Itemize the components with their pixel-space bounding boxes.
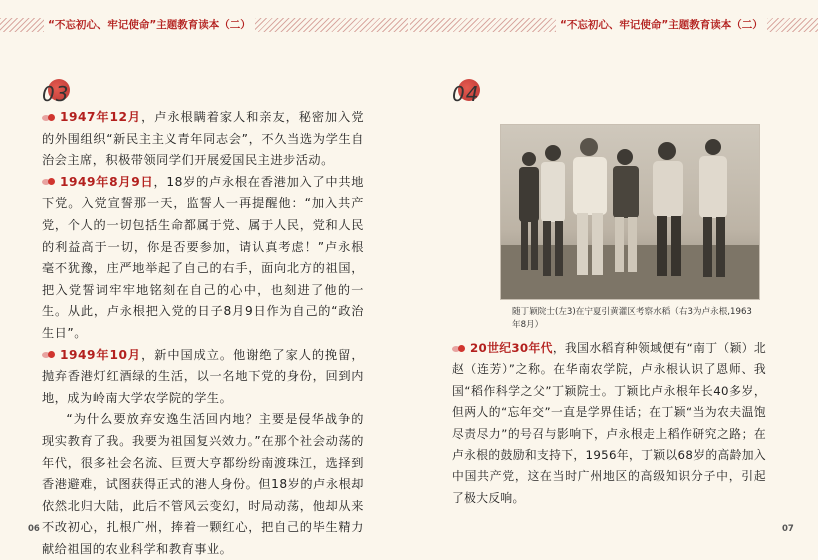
- paragraph-text: ，18岁的卢永根在香港加入了中共地下党。入党宣誓那一天，监誓人一再提醒他：“加入共产党，个人的一切包括生命都属于党、属于人民，党和人民的利益高于一切，你是否要参加，请认真考虑！”卢永根毫不犹豫，庄严地举起了自己的右手，面向北方的祖国，把入党誓词牢牢地铭刻在自己的心中，也刻进了他的一生。从此，卢永根把入党的日子8月9日作为自己的“政治生日”。: [42, 174, 364, 340]
- section-number: 04: [452, 82, 480, 106]
- paragraph-1949-aug: [42, 172, 364, 345]
- paragraph-text: ，卢永根瞒着家人和亲友，秘密加入党的外围组织“新民主主义青年同志会”，不久当选为学生自治会主席，积极带领同学们开展爱国民主进步活动。: [42, 110, 365, 168]
- bullet-icon: [42, 178, 56, 186]
- historical-photo: [500, 124, 760, 300]
- right-page-text: [452, 338, 766, 509]
- paragraph-text: ，我国水稻育种领域便有“南丁（颖）北赵（连芳）”之称。在华南农学院，卢永根认识了恩师、我国“稻作科学之父”丁颖院士。丁颖比卢永根年长40多岁，但两人的“忘年交”一直是学界佳话；在丁颖“当为农夫温饱尽责尽力”的号召与影响下，卢永根走上稻作研究之路；在卢永根的鼓励和支持下，1956年，丁颖以68岁的高龄加入中国共产党，这在当时广州地区的高级知识分子中，引起了极大反响。: [452, 341, 767, 505]
- section-marker-left: [42, 82, 84, 106]
- page-number-left: 06: [28, 524, 40, 534]
- paragraph-text: ，新中国成立。他谢绝了家人的挽留，抛弃香港灯红酒绿的生活，以一名地下党的身份，回到内地，成为岭南大学农学院的学生。: [42, 347, 365, 405]
- section-number: 03: [42, 82, 70, 106]
- bullet-icon: [452, 345, 466, 353]
- paragraph-1930s: [452, 338, 766, 509]
- date-highlight: 1949年10月: [60, 347, 142, 362]
- date-highlight: 20世纪30年代: [470, 341, 553, 355]
- header-title-right: “不忘初心、牢记使命”主题教育读本（二）: [556, 18, 767, 32]
- paragraph-1947: [42, 107, 364, 172]
- section-marker-right: [452, 82, 494, 106]
- quote-paragraph: “为什么要放弃安逸生活回内地？主要是侵华战争的现实教育了我。我要为祖国复兴效力。”在那个社会动荡的年代，很多社会名流、巨贾大亨都纷纷南渡珠江，选择到香港避难，试图获得正式的港人身份。但18岁的卢永根却依然北归大陆，此后不管风云变幻，时局动荡，他却从来不改初心，扎根广州，捧着一颗红心，把自己的毕生精力献给祖国的农业科学和教育事业。: [42, 412, 364, 556]
- page-number-right: 07: [782, 524, 794, 534]
- photo-caption: 随丁颖院士(左3)在宁夏引黄灌区考察水稻（右3为卢永根,1963年8月）: [512, 307, 752, 330]
- paragraph-1949-oct: [42, 345, 364, 410]
- header-title-left: “不忘初心、牢记使命”主题教育读本（二）: [44, 18, 255, 32]
- bullet-icon: [42, 351, 56, 359]
- photo-illustration: [501, 125, 759, 299]
- date-highlight: 1947年12月: [60, 110, 142, 124]
- date-highlight: 1949年8月9日: [60, 174, 154, 189]
- bullet-icon: [42, 114, 56, 122]
- left-page-text: [42, 107, 364, 560]
